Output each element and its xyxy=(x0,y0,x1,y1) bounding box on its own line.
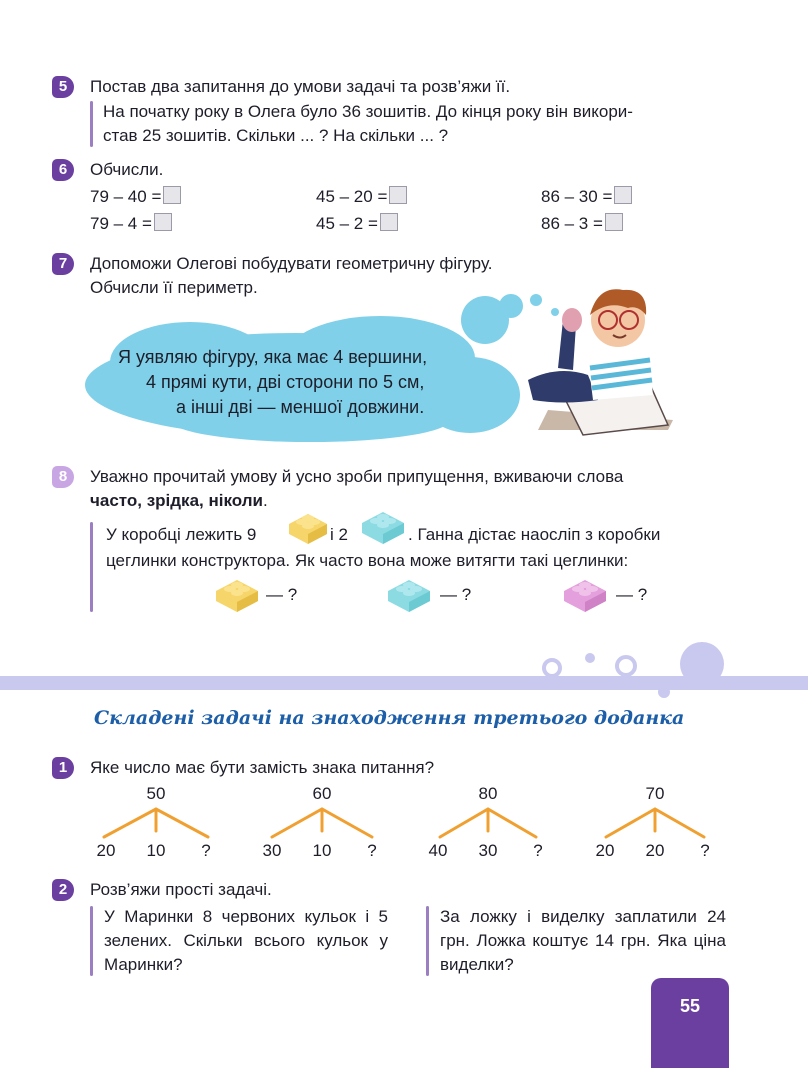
task-5-line1: На початку року в Олега було 36 зошитів. До кінця року він викори- xyxy=(103,102,633,121)
question-mark: — ? xyxy=(440,585,472,604)
task-5-bar xyxy=(90,101,93,147)
task-6-number: 6 xyxy=(52,159,74,181)
question-mark: — ? xyxy=(266,585,298,604)
tree-leaf: 20 xyxy=(595,841,615,860)
expression: 45 – 2 = xyxy=(316,212,398,236)
expression: 86 – 3 = xyxy=(541,212,623,236)
number-trees xyxy=(90,805,730,841)
task-8-box-line2: цеглинки конструктора. Як часто вона може витягти такі цеглинки: xyxy=(106,551,629,570)
tree-leaf-unknown: ? xyxy=(367,841,377,860)
task-6-instruction: Обчисли. xyxy=(90,160,164,179)
tree-top: 50 xyxy=(146,784,166,803)
tree-leaf: 20 xyxy=(96,841,116,860)
expression: 45 – 20 = xyxy=(316,185,407,209)
task-8-box-text-a: У коробці лежить 9 xyxy=(106,525,257,544)
section-title: Складені задачі на знаходження третього доданка xyxy=(94,707,685,729)
task-2-right-bar xyxy=(426,906,429,976)
bubble-line1: Я уявляю фігуру, яка має 4 вершини, xyxy=(118,347,428,367)
tree-top: 80 xyxy=(478,784,498,803)
tree-leaf: 30 xyxy=(478,841,498,860)
task-7-line1: Допоможи Олегові побудувати геометричну фігуру. xyxy=(90,254,493,273)
tree-top: 60 xyxy=(312,784,332,803)
task-5-line2: став 25 зошитів. Скільки ... ? На скільки ... ? xyxy=(103,126,449,145)
tree-leaf: 30 xyxy=(262,841,282,860)
task-5-instruction: Постав два запитання до умови задачі та розв’яжи її. xyxy=(90,77,511,96)
page-number: 55 xyxy=(651,978,729,1068)
blue-brick-icon xyxy=(360,508,406,546)
answer-box[interactable] xyxy=(389,186,407,204)
blue-brick-icon xyxy=(386,576,432,614)
task-8-line2: часто, зрідка, ніколи. xyxy=(90,491,268,510)
bubble-line3: а інші дві — меншої довжини. xyxy=(176,397,425,417)
task-8-number: 8 xyxy=(52,466,74,488)
answer-box[interactable] xyxy=(163,186,181,204)
task-8-line1: Уважно прочитай умову й усно зроби припущення, вживаючи слова xyxy=(90,467,624,486)
tree-leaf: 20 xyxy=(645,841,665,860)
answer-box[interactable] xyxy=(614,186,632,204)
task-8-box-text-c: . Ганна дістає наосліп з коробки xyxy=(408,525,661,544)
answer-box[interactable] xyxy=(154,213,172,231)
expression: 86 – 30 = xyxy=(541,185,632,209)
question-mark: — ? xyxy=(616,585,648,604)
tree-leaf-unknown: ? xyxy=(700,841,710,860)
section-task-2-number: 2 xyxy=(52,879,74,901)
boy-illustration xyxy=(528,280,678,445)
section-task-2-instruction: Розв’яжи прості задачі. xyxy=(90,880,272,899)
problem-right: За ложку і виделку заплатили 24 грн. Ложка коштує 14 грн. Яка ціна виделки? xyxy=(440,907,726,974)
tree-leaf-unknown: ? xyxy=(533,841,543,860)
expression: 79 – 4 = xyxy=(90,212,172,236)
tree-top: 70 xyxy=(645,784,665,803)
task-5-number: 5 xyxy=(52,76,74,98)
task-8-bold-words: часто, зрідка, ніколи xyxy=(90,491,263,510)
yellow-brick-icon xyxy=(214,576,260,614)
task-7-line2: Обчисли її периметр. xyxy=(90,278,258,297)
task-8-box-text-b: і 2 xyxy=(330,525,348,544)
section-task-1-instruction: Яке число має бути замість знака питання? xyxy=(90,758,435,777)
tree-leaf: 40 xyxy=(428,841,448,860)
task-8-bar xyxy=(90,522,93,612)
section-task-1-number: 1 xyxy=(52,757,74,779)
section-divider xyxy=(0,640,808,700)
tree-leaf-unknown: ? xyxy=(201,841,211,860)
answer-box[interactable] xyxy=(605,213,623,231)
task-7-number: 7 xyxy=(52,253,74,275)
answer-box[interactable] xyxy=(380,213,398,231)
task-2-left-bar xyxy=(90,906,93,976)
tree-leaf: 10 xyxy=(312,841,332,860)
problem-left: У Маринки 8 червоних кульок і 5 зелених. Скільки всього кульок у Маринки? xyxy=(104,907,388,974)
bubble-line2: 4 прямі кути, дві сторони по 5 см, xyxy=(146,372,425,392)
yellow-brick-icon xyxy=(287,510,329,546)
tree-leaf: 10 xyxy=(146,841,166,860)
pink-brick-icon xyxy=(562,576,608,614)
expression: 79 – 40 = xyxy=(90,185,181,209)
